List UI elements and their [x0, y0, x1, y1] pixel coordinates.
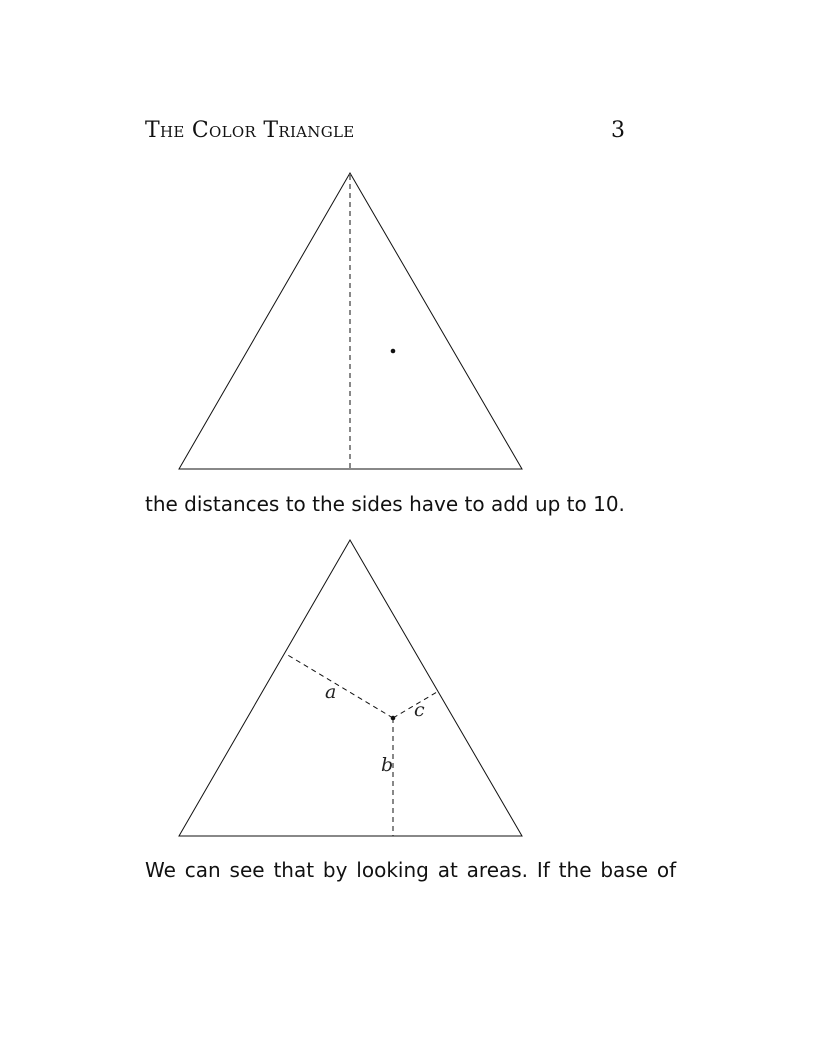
paragraph-distances: the distances to the sides have to add up to 10.	[145, 492, 625, 516]
running-title: The Color Triangle	[145, 118, 355, 143]
label-a: a	[325, 681, 337, 703]
page-number: 3	[611, 118, 625, 143]
label-b: b	[381, 754, 394, 776]
triangle-outline-2	[179, 540, 522, 836]
interior-point-2	[391, 716, 396, 721]
label-c: c	[414, 699, 425, 721]
paragraph-areas: We can see that by looking at areas. If the base of	[145, 858, 677, 882]
dashed-distance-a	[286, 654, 393, 718]
